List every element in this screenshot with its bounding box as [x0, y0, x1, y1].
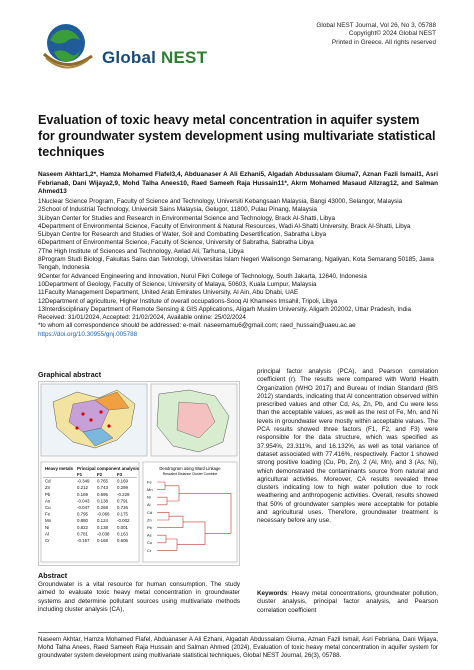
dendrogram-leaf-label: Cu: [147, 540, 153, 546]
affiliation-7: 7The High Institute of Sciences and Technology, Awlad Ali, Tarhuna, Libya: [38, 247, 244, 255]
dendrogram-leaf-label: Zn: [147, 517, 152, 523]
pca-cell: 0.001: [117, 524, 128, 530]
footer-divider: [38, 632, 438, 633]
doi-link[interactable]: https://doi.org/10.30955/gnj.005788: [38, 330, 138, 338]
pca-cell: As: [45, 498, 51, 504]
pca-cell: 0.124: [97, 518, 108, 524]
pca-cell: -0.002: [117, 518, 130, 524]
pca-cell: 0.695: [97, 491, 108, 497]
affiliation-4: 4Department of Environmental Science, Faculty of Environment & Natural Resources, Wadi Al-Shatti University, Brack Al-Shatti, Libya: [38, 222, 411, 230]
keywords: [257, 590, 438, 615]
pca-cell: 0.138: [97, 498, 108, 504]
pca-cell: -0.066: [97, 511, 110, 517]
dendrogram-subtitle: Rescaled Distance Cluster Combine: [162, 472, 218, 476]
graphical-abstract-figure: [38, 381, 240, 566]
journal-info: [316, 22, 436, 47]
sample-point-1: [81, 412, 84, 415]
pca-cell: 0.212: [77, 485, 88, 491]
affiliation-1: 1Nuclear Science Program, Faculty of Science and Technology, Universiti Kebangsaan Malaysia, Bangi 43000, Selangor, Malaysia: [38, 198, 403, 205]
pca-cell: Cu: [45, 505, 51, 510]
pca-cell: Zn: [45, 485, 51, 491]
pca-cell: Mn: [45, 518, 52, 524]
affiliation-3: 3Libyan Center for Studies and Research in Environmental Science and Technology, Brack Al-Shatti, Libya: [38, 214, 335, 222]
affiliation-13: 13Interdisciplinary Department of Remote Sensing & GIS Applications, Aligarh Muslim University, Aligarh 202002, Uttar Pradesh, India: [38, 305, 411, 313]
affiliation-11: 11Faculty Management Department, United Arab Emirates University, Al Ain, Abu Dhabi, UAE: [38, 289, 299, 297]
sample-point-2: [89, 418, 92, 421]
affiliation-5: 5Libyan Centre for Research and Studies of Water, Soil and Combatting Desertification, Sabratha Libya: [38, 231, 327, 239]
pca-cell: 0.169: [117, 478, 128, 484]
abstract-continued: principal factor analysis (PCA), and Pearson correlation coefficient (r). The results were compared with World Health Organization (WHO 2017) and Bureau of Indian Standard (BIS 2012) standards, indicating that Al concentration observed within prescribed values and other Cd, As, Zn, Pb, and Cu were less than the acceptable values, as well as the rest of Fe, Mn, and Ni levels in groundwater were mostly within acceptable values. The PCA results showed three factors (F1, F2, and F3) were responsible for the data structure, which was specified as 37.954%, 23.311%, and 16.132%, as well as total variance of dataset associated with 77.416%, respectively. Factor 1 showed strong positive loading (Cu, Pb, Zn), 2 (Al, Mn), and 3 (As, Ni), which demonstrated the contaminants source from natural and agricultural activities. Moreover, CA results revealed three clusters indicating low to high water pollution due to rock weathering and anthropogenic activities. Overall, results showed that 50% of groundwater samples were acceptable for potable and agricultural uses. Therefore, groundwater treatment is necessary before any use.: [257, 368, 438, 525]
pca-cell: Pb: [45, 491, 51, 497]
pca-cell: 0.765: [97, 478, 108, 484]
sample-point-3: [99, 410, 102, 413]
pca-cell: 0.138: [97, 524, 108, 530]
pca-cell: 0.175: [117, 511, 128, 517]
article-dates: Received: 31/01/2024, Accepted: 21/02/2024, Available online: 25/02/2024: [38, 314, 246, 322]
dendrogram-leaf-label: As: [147, 532, 152, 538]
dendrogram-leaf-label: Mn: [147, 487, 153, 492]
pca-subheader: F2: [97, 472, 103, 477]
pca-cell: Cd: [45, 478, 51, 484]
dendrogram-leaf-label: Cd: [147, 509, 153, 515]
pca-cell: -0.047: [77, 505, 90, 510]
pca-cell: 0.880: [77, 518, 88, 524]
citation: Naseem Akhtar, Hamza Mohamed Flafel, Abduanaser A Ali Ezhani, Algadah Abdussalam Giuma, Aznan Fazli Ismail, Asri Febriana, Dani Wijaya, Mohd Talha Anees, Raed Sameeh Raja Hussain and Salman Ahmed (2024), Evaluation of toxic heavy metal concentration in aquifer system for groundwater system development using multivariate statistical techniques, Global NEST Journal, 26(3), 05788.: [38, 636, 438, 660]
graphical-abstract-heading: Graphical abstract: [38, 370, 102, 379]
journal-rights: Printed in Greece. All rights reserved: [331, 38, 436, 46]
author-list: Naseem Akhtar1,2*, Hamza Mohamed Flafel3,4, Abduanaser A Ali Ezhani5, Algadah Abdussalam Giuma7, Aznan Fazli Ismail1, Asri Febriana8, Dani Wijaya2,9, Mohd Talha Anees10, Raed Sameeh Raja Hussain11*, Akrm Mohamed Masaud Allzrag12, and Salman Ahmed13: [38, 171, 438, 196]
affiliation-12: 12Department of agriculture, Higher Institute of overall occupations-Sooq Al Khamees Imsahil, Tripoli, Libya: [38, 297, 338, 305]
pca-cell: 0.299: [117, 485, 128, 491]
affiliation-6: 6Department of Environmental Science, Faculty of Science, University of Sabratha, Sabratha Libya: [38, 239, 314, 247]
dendrogram-title: Dendrogram using Ward Linkage: [159, 466, 221, 471]
pca-header-pca: Principal component analysis: [77, 466, 139, 471]
graphical-abstract-svg: [39, 382, 239, 565]
pca-cell: 0.726: [117, 505, 128, 510]
pca-cell: 0.606: [117, 538, 128, 543]
pca-cell: 0.168: [97, 538, 108, 543]
dendrogram-leaf-label: Al: [147, 502, 151, 508]
pca-cell: 0.743: [97, 485, 108, 491]
pca-cell: Fe: [45, 511, 51, 517]
affiliations: [38, 198, 438, 339]
abstract-heading: Abstract: [38, 571, 68, 580]
dendrogram-panel: [143, 462, 237, 562]
dendrogram-leaf-label: Ni: [147, 494, 151, 500]
dendrogram-leaf-label: Cr: [147, 547, 152, 553]
pca-subheader: F1: [77, 472, 83, 477]
pca-cell: -0.349: [77, 478, 90, 484]
pca-cell: -0.038: [97, 531, 110, 537]
keywords-text: : Heavy metal concentrations, groundwater pollution, cluster analysis, principal factor analysis, and Pearson correlation coefficient: [257, 590, 438, 614]
pca-cell: Al: [45, 531, 49, 537]
pca-cell: 0.781: [77, 531, 88, 537]
abstract-start: Groundwater is a vital resource for human consumption. The study aimed to evaluate toxic heavy metal concentration in groundwater systems and determine pollutant sources using multivariate methods including cluster analysis (CA),: [38, 581, 240, 613]
pca-cell: 0.169: [77, 491, 88, 497]
sample-point-4: [107, 424, 110, 427]
logo-word-global: Global: [102, 48, 157, 67]
affiliation-8: 8Program Studi Biologi, Fakultas Sains dan Teknologi, Universitas Islam Negeri Walisongo Semarang, Ngaliyan, Kota Semarang 50185, Jawa Tengah, Indonesia: [38, 256, 434, 272]
dendrogram-leaf-label: Fe: [147, 479, 152, 485]
pca-subheader: F3: [117, 472, 123, 477]
journal-volume: Global NEST Journal, Vol 26, No 3, 05788: [316, 22, 436, 29]
pca-cell: -0.043: [77, 498, 90, 504]
pca-cell: -0.157: [77, 538, 90, 543]
sample-point-5: [75, 426, 78, 429]
pca-cell: Ni: [45, 524, 50, 530]
affiliation-10: 10Department of Geology, Faculty of Science, University of Malaya, 50603, Kuala Lumpur, Malaysia: [38, 280, 317, 288]
correspondence: *to whom all correspondence should be addressed: e-mail: naseemamu6@gmail.com; raed_hussain@uaeu.ac.ae: [38, 322, 356, 330]
paper-title: Evaluation of toxic heavy metal concentration in aquifer system for groundwater system development using multivariate statistical techniques: [38, 113, 436, 159]
dendrogram-leaf-label: Pb: [147, 525, 152, 530]
pca-header-metals: Heavy metals: [45, 466, 74, 471]
pca-cell: 0.163: [117, 531, 128, 537]
pca-cell: -0.229: [117, 491, 130, 497]
pca-cell: 0.268: [97, 505, 108, 510]
journal-copyright: Copyright© 2024 Global NEST: [348, 30, 436, 38]
keywords-label: Keywords: [257, 590, 288, 597]
pca-cell: 0.795: [77, 511, 88, 517]
logo-wordmark: [102, 48, 207, 68]
logo-word-nest: NEST: [161, 48, 208, 67]
journal-header: [0, 0, 474, 90]
affiliation-2: 2School of Industrial Technology, Universiti Sains Malaysia, Gelugor, 11800, Pulau Pinang, Malaysia: [38, 206, 317, 214]
pca-cell: Cr: [45, 538, 50, 543]
affiliation-9: 9Center for Advanced Engineering and Innovation, Nurul Fikri College of Technology, South Jakarta, 12640, Indonesia: [38, 272, 367, 280]
pca-cell: 0.791: [117, 498, 128, 504]
pca-cell: 0.822: [77, 524, 88, 530]
